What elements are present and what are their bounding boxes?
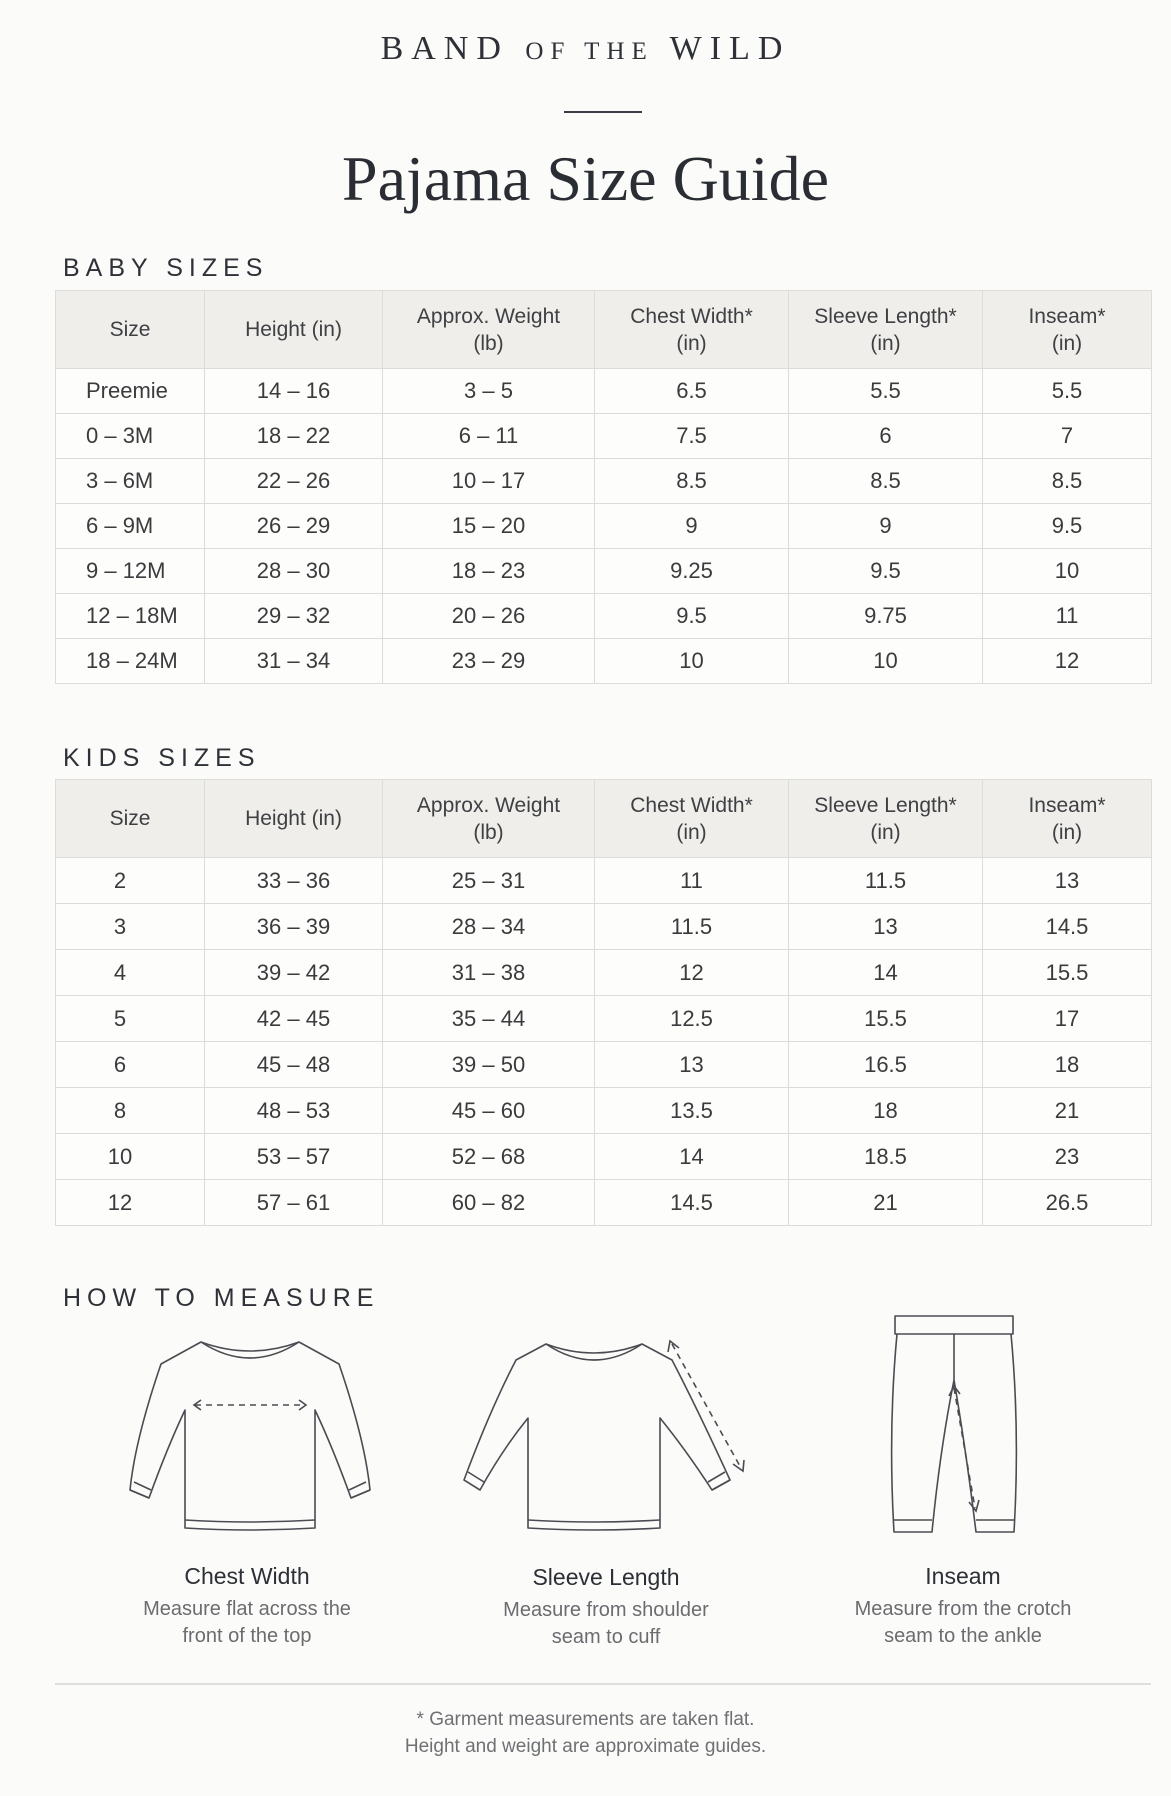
inseam-title: Inseam	[925, 1563, 1001, 1589]
chest-cell: 10	[595, 639, 789, 684]
weight-cell: 35 – 44	[383, 996, 595, 1042]
table-row	[56, 369, 1152, 414]
chest-cell: 7.5	[595, 414, 789, 459]
size-cell: Preemie	[56, 369, 205, 414]
kids-size-table	[55, 779, 1152, 1226]
brand-divider	[564, 111, 642, 113]
inseam-cell: 15.5	[983, 950, 1152, 996]
height-cell: 57 – 61	[205, 1180, 383, 1226]
chest-cell: 11	[595, 858, 789, 904]
weight-cell: 3 – 5	[383, 369, 595, 414]
height-cell: 53 – 57	[205, 1134, 383, 1180]
sleeve-cell: 9.5	[789, 549, 983, 594]
sleeve-cell: 5.5	[789, 369, 983, 414]
top-sleeve-icon	[462, 1330, 752, 1545]
header-inseam: Inseam* (in)	[983, 291, 1152, 369]
sleeve-cell: 10	[789, 639, 983, 684]
height-cell: 29 – 32	[205, 594, 383, 639]
chest-width-guide	[67, 1563, 427, 1650]
pants-inseam-icon	[880, 1310, 1030, 1545]
chest-cell: 12.5	[595, 996, 789, 1042]
brand-word-band: BAND	[380, 30, 509, 67]
weight-cell: 52 – 68	[383, 1134, 595, 1180]
header-size: Size	[56, 780, 205, 858]
baby-sizes-heading: BABY SIZES	[63, 254, 269, 282]
baby-size-table	[55, 290, 1152, 684]
header-inseam: Inseam* (in)	[983, 780, 1152, 858]
sleeve-cell: 9.75	[789, 594, 983, 639]
header-chest: Chest Width* (in)	[595, 291, 789, 369]
size-cell: 0 – 3M	[56, 414, 205, 459]
size-cell: 12	[56, 1180, 205, 1226]
sleeve-cell: 16.5	[789, 1042, 983, 1088]
inseam-cell: 7	[983, 414, 1152, 459]
chest-cell: 12	[595, 950, 789, 996]
table-header-row	[56, 291, 1152, 369]
table-row	[56, 549, 1152, 594]
inseam-cell: 10	[983, 549, 1152, 594]
inseam-cell: 8.5	[983, 459, 1152, 504]
size-cell: 5	[56, 996, 205, 1042]
footnote-line2: Height and weight are approximate guides.	[404, 1736, 767, 1757]
size-cell: 3	[56, 904, 205, 950]
header-weight: Approx. Weight (lb)	[383, 780, 595, 858]
height-cell: 28 – 30	[205, 549, 383, 594]
header-sleeve: Sleeve Length* (in)	[789, 291, 983, 369]
header-size: Size	[56, 291, 205, 369]
chest-cell: 11.5	[595, 904, 789, 950]
chest-cell: 9.5	[595, 594, 789, 639]
size-cell: 8	[56, 1088, 205, 1134]
chest-width-desc-line2: front of the top	[182, 1625, 312, 1647]
inseam-cell: 13	[983, 858, 1152, 904]
sleeve-length-guide	[426, 1564, 786, 1651]
page-title: Pajama Size Guide	[342, 143, 829, 214]
sleeve-cell: 15.5	[789, 996, 983, 1042]
chest-cell: 6.5	[595, 369, 789, 414]
chest-cell: 9	[595, 504, 789, 549]
height-cell: 14 – 16	[205, 369, 383, 414]
weight-cell: 15 – 20	[383, 504, 595, 549]
height-cell: 42 – 45	[205, 996, 383, 1042]
header-weight: Approx. Weight (lb)	[383, 291, 595, 369]
size-cell: 6	[56, 1042, 205, 1088]
height-cell: 22 – 26	[205, 459, 383, 504]
chest-cell: 14	[595, 1134, 789, 1180]
size-cell: 4	[56, 950, 205, 996]
inseam-cell: 12	[983, 639, 1152, 684]
weight-cell: 10 – 17	[383, 459, 595, 504]
footnote	[0, 1706, 1171, 1760]
height-cell: 31 – 34	[205, 639, 383, 684]
weight-cell: 28 – 34	[383, 904, 595, 950]
sleeve-cell: 9	[789, 504, 983, 549]
chest-cell: 13.5	[595, 1088, 789, 1134]
footnote-line1: * Garment measurements are taken flat.	[416, 1709, 755, 1730]
size-cell: 6 – 9M	[56, 504, 205, 549]
height-cell: 39 – 42	[205, 950, 383, 996]
table-row	[56, 904, 1152, 950]
sleeve-cell: 6	[789, 414, 983, 459]
weight-cell: 39 – 50	[383, 1042, 595, 1088]
table-row	[56, 1134, 1152, 1180]
chest-cell: 13	[595, 1042, 789, 1088]
inseam-desc-line1: Measure from the crotch	[854, 1598, 1072, 1620]
height-cell: 36 – 39	[205, 904, 383, 950]
chest-width-desc-line1: Measure flat across the	[143, 1598, 351, 1620]
weight-cell: 18 – 23	[383, 549, 595, 594]
brand-logo	[0, 30, 1171, 68]
table-row	[56, 414, 1152, 459]
height-cell: 45 – 48	[205, 1042, 383, 1088]
header-chest: Chest Width* (in)	[595, 780, 789, 858]
height-cell: 48 – 53	[205, 1088, 383, 1134]
chest-width-title: Chest Width	[184, 1563, 310, 1589]
sleeve-cell: 18	[789, 1088, 983, 1134]
weight-cell: 31 – 38	[383, 950, 595, 996]
sleeve-length-title: Sleeve Length	[532, 1564, 680, 1590]
chest-cell: 8.5	[595, 459, 789, 504]
weight-cell: 25 – 31	[383, 858, 595, 904]
inseam-cell: 14.5	[983, 904, 1152, 950]
size-cell: 3 – 6M	[56, 459, 205, 504]
inseam-cell: 5.5	[983, 369, 1152, 414]
inseam-cell: 11	[983, 594, 1152, 639]
inseam-cell: 26.5	[983, 1180, 1152, 1226]
sleeve-cell: 18.5	[789, 1134, 983, 1180]
chest-cell: 9.25	[595, 549, 789, 594]
header-height: Height (in)	[205, 780, 383, 858]
size-cell: 12 – 18M	[56, 594, 205, 639]
how-to-measure-heading: HOW TO MEASURE	[63, 1284, 380, 1312]
top-chest-icon	[125, 1330, 375, 1545]
header-height: Height (in)	[205, 291, 383, 369]
inseam-guide	[783, 1563, 1143, 1650]
table-row	[56, 459, 1152, 504]
footer-divider	[55, 1683, 1151, 1685]
size-cell: 2	[56, 858, 205, 904]
table-row	[56, 594, 1152, 639]
table-row	[56, 858, 1152, 904]
weight-cell: 6 – 11	[383, 414, 595, 459]
sleeve-cell: 21	[789, 1180, 983, 1226]
height-cell: 26 – 29	[205, 504, 383, 549]
height-cell: 33 – 36	[205, 858, 383, 904]
weight-cell: 45 – 60	[383, 1088, 595, 1134]
weight-cell: 20 – 26	[383, 594, 595, 639]
weight-cell: 60 – 82	[383, 1180, 595, 1226]
kids-sizes-heading: KIDS SIZES	[63, 744, 261, 772]
weight-cell: 23 – 29	[383, 639, 595, 684]
table-row	[56, 504, 1152, 549]
sleeve-length-desc-line2: seam to cuff	[551, 1626, 661, 1648]
table-row	[56, 639, 1152, 684]
sleeve-cell: 8.5	[789, 459, 983, 504]
table-row	[56, 1180, 1152, 1226]
sleeve-length-desc-line1: Measure from shoulder	[503, 1599, 709, 1621]
table-header-row	[56, 780, 1152, 858]
inseam-cell: 9.5	[983, 504, 1152, 549]
sleeve-cell: 14	[789, 950, 983, 996]
table-row	[56, 996, 1152, 1042]
brand-word-wild: WILD	[669, 30, 791, 67]
table-row	[56, 950, 1152, 996]
inseam-cell: 18	[983, 1042, 1152, 1088]
header-sleeve: Sleeve Length* (in)	[789, 780, 983, 858]
chest-cell: 14.5	[595, 1180, 789, 1226]
inseam-cell: 17	[983, 996, 1152, 1042]
inseam-desc-line2: seam to the ankle	[884, 1625, 1042, 1647]
sleeve-cell: 11.5	[789, 858, 983, 904]
table-row	[56, 1088, 1152, 1134]
inseam-cell: 23	[983, 1134, 1152, 1180]
size-cell: 18 – 24M	[56, 639, 205, 684]
size-cell: 9 – 12M	[56, 549, 205, 594]
inseam-cell: 21	[983, 1088, 1152, 1134]
height-cell: 18 – 22	[205, 414, 383, 459]
table-row	[56, 1042, 1152, 1088]
brand-word-of-the: OF THE	[525, 38, 654, 65]
size-cell: 10	[56, 1134, 205, 1180]
sleeve-cell: 13	[789, 904, 983, 950]
